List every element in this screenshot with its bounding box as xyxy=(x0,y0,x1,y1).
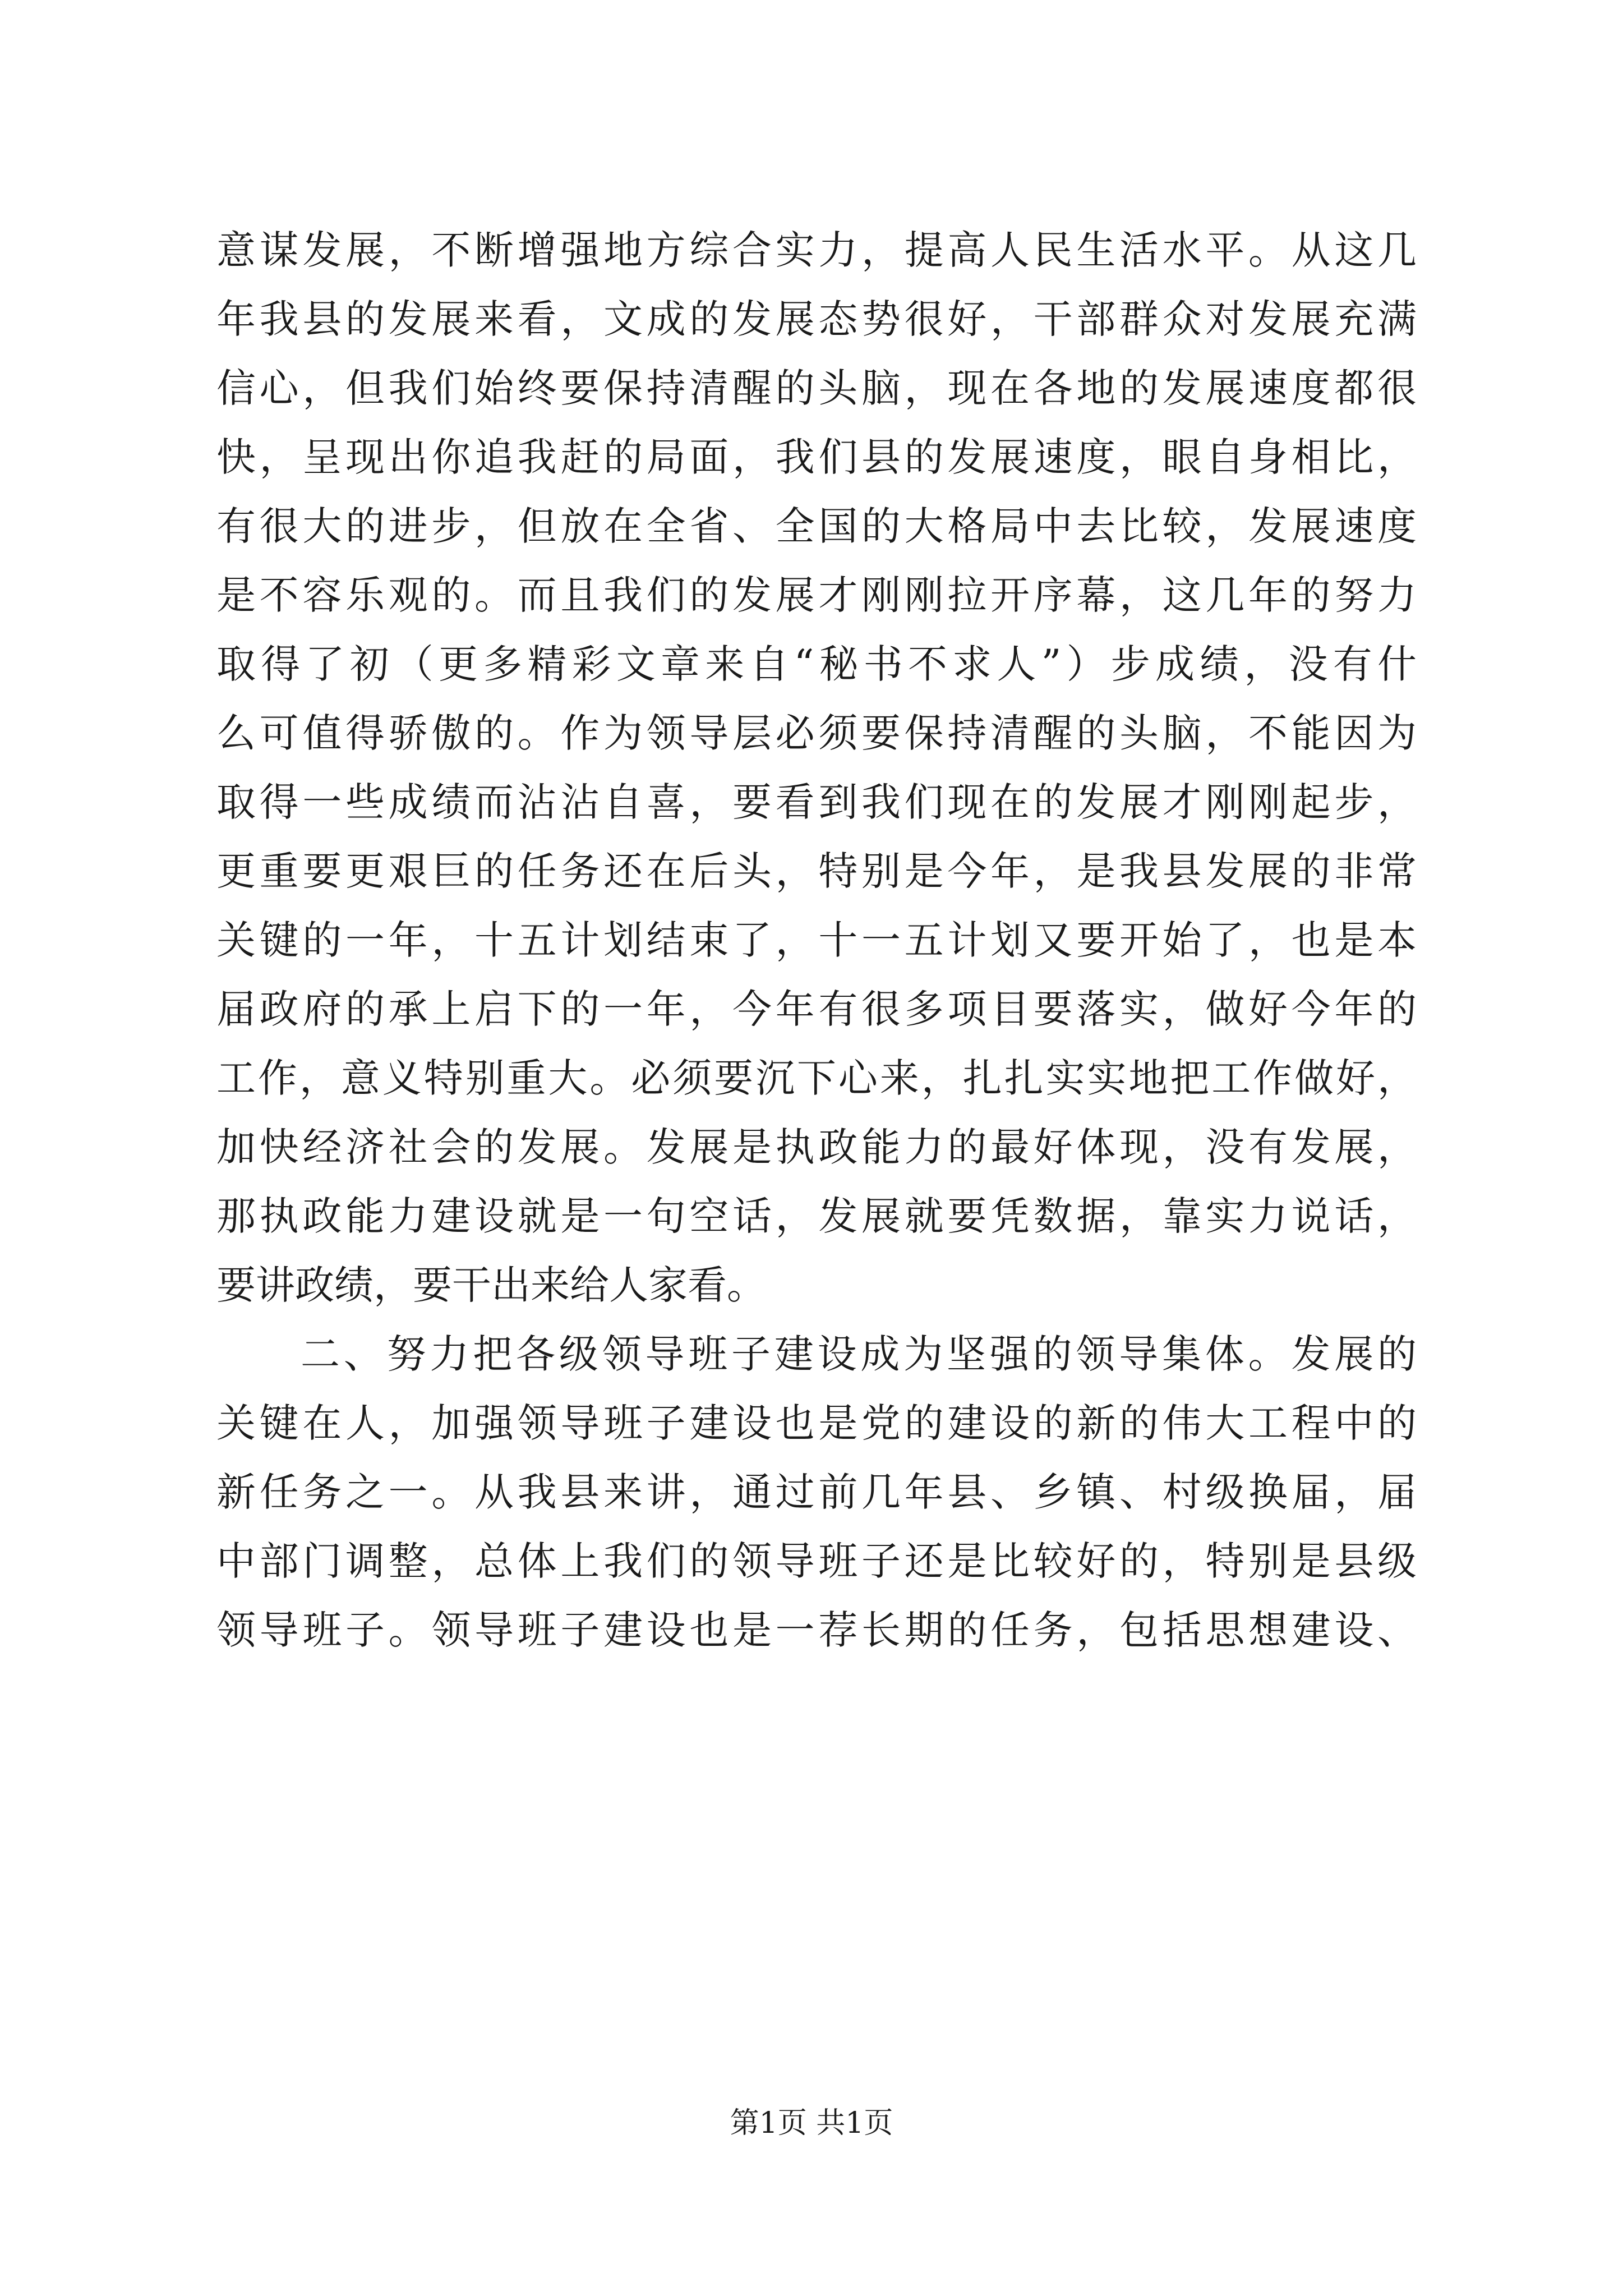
text-line: 中部门调整，总体上我们的领导班子还是比较好的，特别是县级 xyxy=(216,1538,1417,1584)
text-line: 么可值得骄傲的。作为领导层必须要保持清醒的头脑，不能因为 xyxy=(216,710,1417,756)
text-line: 领导班子。领导班子建设也是一荐长期的任务，包括思想建设、 xyxy=(216,1607,1417,1653)
text-line: 有很大的进步，但放在全省、全国的大格局中去比较，发展速度 xyxy=(216,503,1417,549)
text-line: 届政府的承上启下的一年，今年有很多项目要落实，做好今年的 xyxy=(216,986,1417,1032)
text-line: 关键的一年，十五计划结束了，十一五计划又要开始了，也是本 xyxy=(216,917,1417,963)
text-line: 加快经济社会的发展。发展是执政能力的最好体现，没有发展， xyxy=(216,1124,1417,1170)
text-line: 工作，意义特别重大。必须要沉下心来，扎扎实实地把工作做好， xyxy=(216,1055,1417,1101)
paragraph-end-line: 要讲政绩，要干出来给人家看。 xyxy=(216,1262,766,1308)
text-line: 取得一些成绩而沾沾自喜，要看到我们现在的发展才刚刚起步， xyxy=(216,779,1417,825)
body-text xyxy=(216,216,1417,1665)
text-line: 信心，但我们始终要保持清醒的头脑，现在各地的发展速度都很 xyxy=(216,365,1417,411)
text-line: 是不容乐观的。而且我们的发展才刚刚拉开序幕，这几年的努力 xyxy=(216,572,1417,618)
text-line: 关键在人，加强领导班子建设也是党的建设的新的伟大工程中的 xyxy=(216,1400,1417,1446)
text-line: 取得了初（更多精彩文章来自“秘书不求人”）步成绩，没有什 xyxy=(216,641,1417,687)
text-line: 新任务之一。从我县来讲，通过前几年县、乡镇、村级换届，届 xyxy=(216,1469,1417,1515)
page-number-footer: 第1页 共1页 xyxy=(730,2106,893,2140)
text-line: 年我县的发展来看，文成的发展态势很好，干部群众对发展充满 xyxy=(216,296,1417,342)
text-line: 更重要更艰巨的任务还在后头，特别是今年，是我县发展的非常 xyxy=(216,848,1417,894)
paragraph-start-line: 二、努力把各级领导班子建设成为坚强的领导集体。发展的 xyxy=(301,1331,1417,1377)
text-line: 那执政能力建设就是一句空话，发展就要凭数据，靠实力说话， xyxy=(216,1193,1417,1239)
text-line: 意谋发展，不断增强地方综合实力，提高人民生活水平。从这几 xyxy=(216,227,1417,273)
text-line: 快，呈现出你追我赶的局面，我们县的发展速度，眼自身相比， xyxy=(216,434,1417,480)
